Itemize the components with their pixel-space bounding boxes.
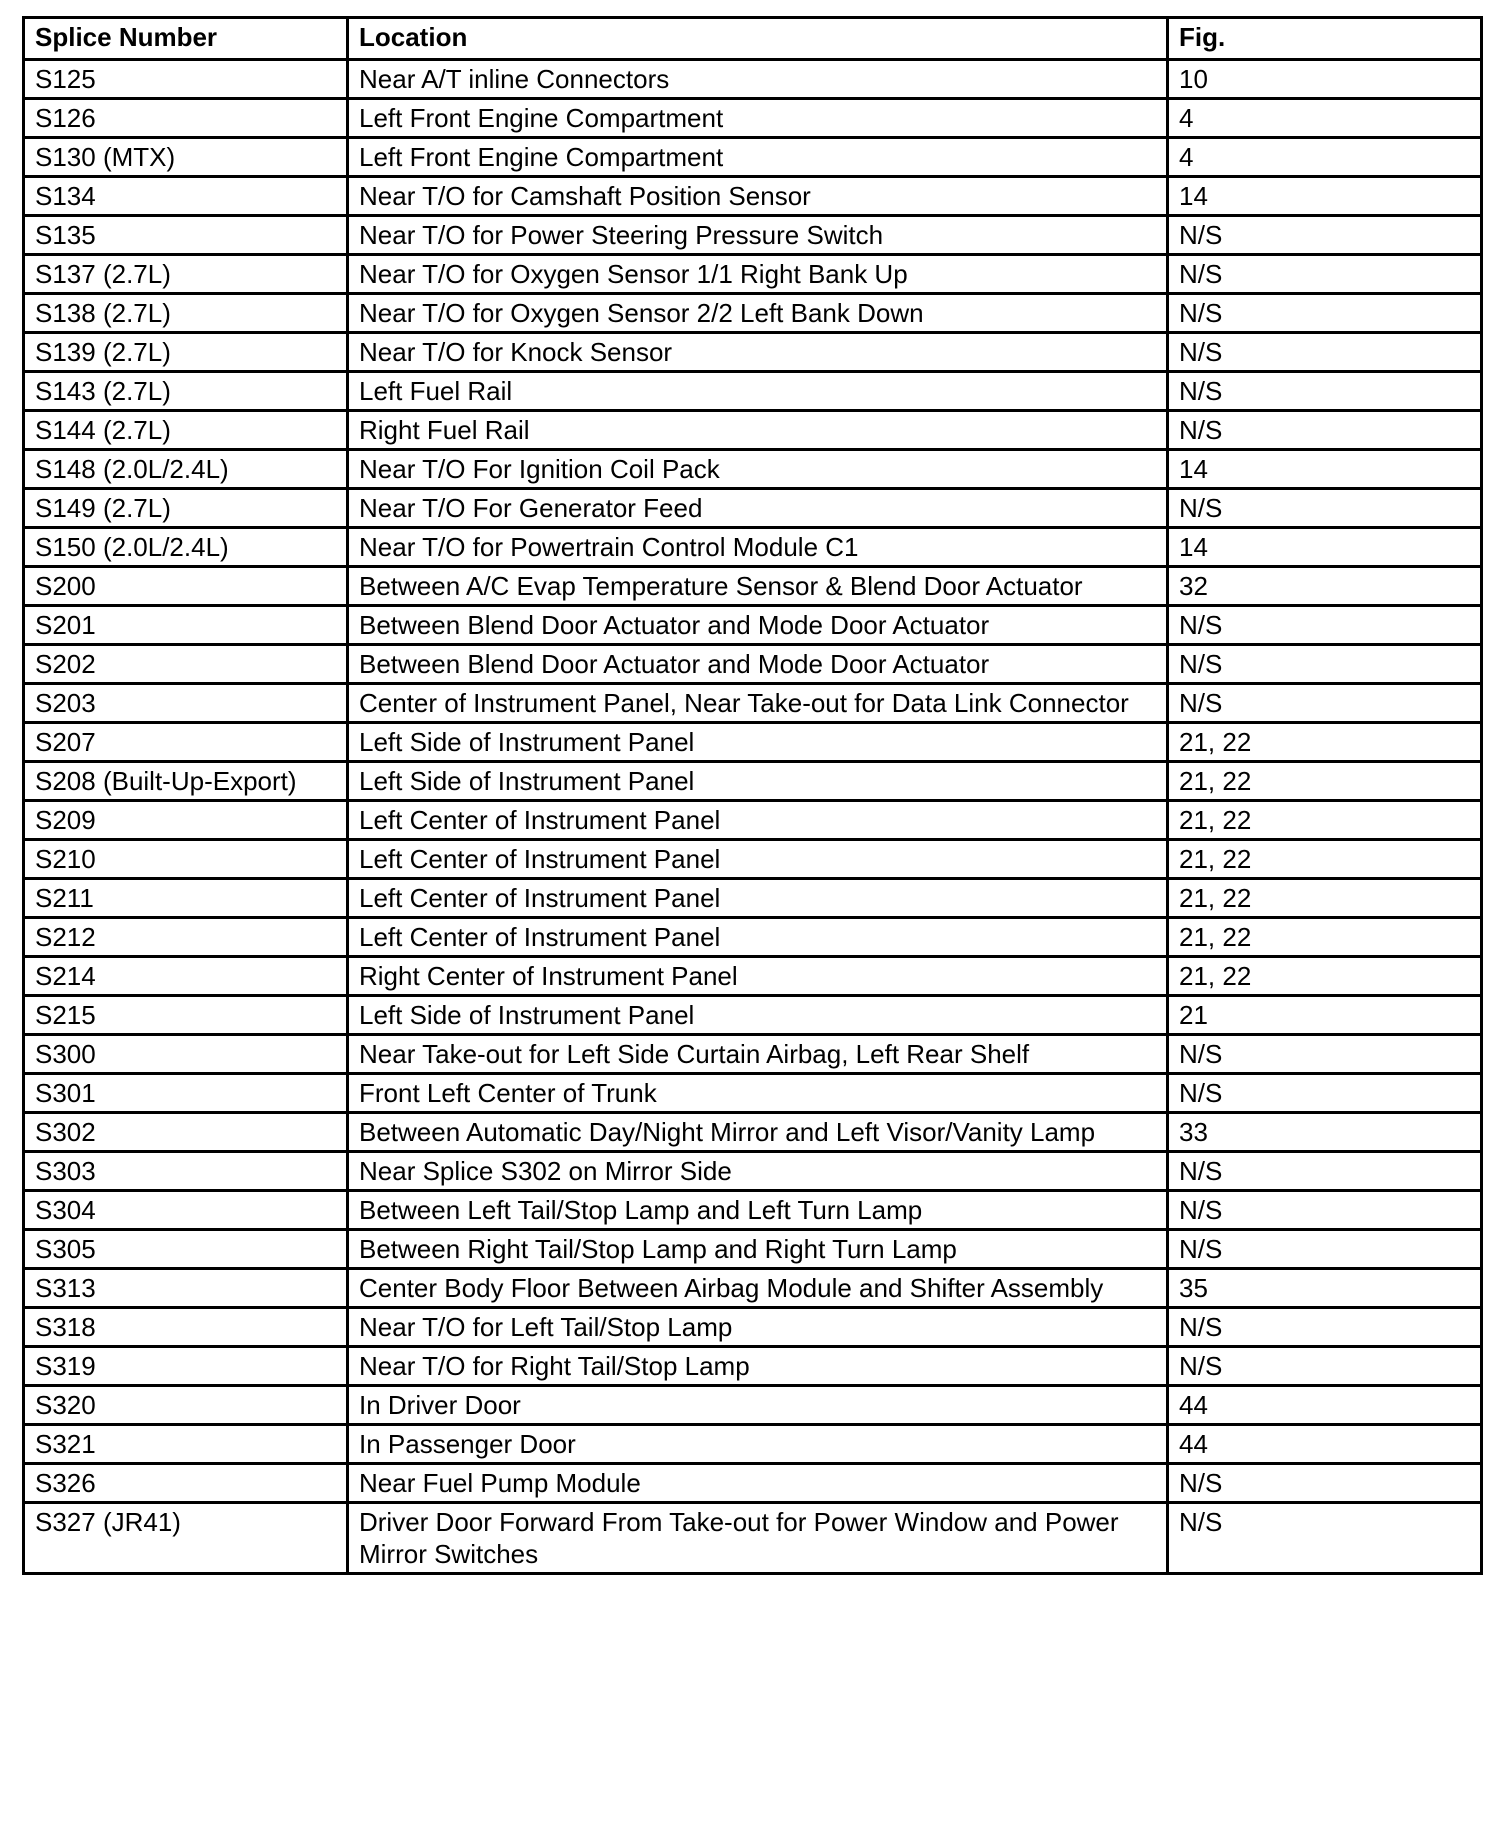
cell-fig: 14 [1168,450,1482,489]
cell-location: Between Blend Door Actuator and Mode Door Actuator [348,645,1168,684]
cell-fig: N/S [1168,1308,1482,1347]
cell-location: In Passenger Door [348,1425,1168,1464]
cell-splice-number: S125 [24,60,348,99]
cell-splice-number: S137 (2.7L) [24,255,348,294]
cell-splice-number: S202 [24,645,348,684]
cell-fig: N/S [1168,1464,1482,1503]
cell-location: Near T/O for Power Steering Pressure Switch [348,216,1168,255]
cell-fig: N/S [1168,1191,1482,1230]
cell-splice-number: S302 [24,1113,348,1152]
cell-location: Left Front Engine Compartment [348,99,1168,138]
table-row [24,411,1482,450]
cell-location: Center Body Floor Between Airbag Module and Shifter Assembly [348,1269,1168,1308]
cell-splice-number: S301 [24,1074,348,1113]
cell-location: Left Center of Instrument Panel [348,879,1168,918]
cell-splice-number: S139 (2.7L) [24,333,348,372]
cell-splice-number: S211 [24,879,348,918]
cell-location: Between Right Tail/Stop Lamp and Right Turn Lamp [348,1230,1168,1269]
cell-location: Between Blend Door Actuator and Mode Door Actuator [348,606,1168,645]
cell-splice-number: S320 [24,1386,348,1425]
cell-fig: 35 [1168,1269,1482,1308]
cell-location: Near T/O for Oxygen Sensor 1/1 Right Bank Up [348,255,1168,294]
cell-splice-number: S215 [24,996,348,1035]
cell-fig: N/S [1168,1035,1482,1074]
cell-fig: N/S [1168,606,1482,645]
cell-location: Left Center of Instrument Panel [348,918,1168,957]
cell-fig: N/S [1168,645,1482,684]
cell-fig: N/S [1168,216,1482,255]
cell-location: Near T/O for Camshaft Position Sensor [348,177,1168,216]
cell-splice-number: S138 (2.7L) [24,294,348,333]
cell-fig: N/S [1168,1347,1482,1386]
table-row [24,840,1482,879]
table-row [24,996,1482,1035]
table-row [24,762,1482,801]
cell-location: Between A/C Evap Temperature Sensor & Blend Door Actuator [348,567,1168,606]
cell-splice-number: S207 [24,723,348,762]
cell-location: Right Fuel Rail [348,411,1168,450]
cell-fig: 10 [1168,60,1482,99]
cell-splice-number: S304 [24,1191,348,1230]
cell-fig: N/S [1168,1074,1482,1113]
cell-location: Near T/O for Knock Sensor [348,333,1168,372]
cell-fig: 21, 22 [1168,957,1482,996]
table-row [24,684,1482,723]
cell-splice-number: S201 [24,606,348,645]
cell-fig: 44 [1168,1386,1482,1425]
cell-location: Center of Instrument Panel, Near Take-out for Data Link Connector [348,684,1168,723]
cell-splice-number: S144 (2.7L) [24,411,348,450]
table-row [24,801,1482,840]
table-row [24,255,1482,294]
cell-fig: N/S [1168,1152,1482,1191]
cell-fig: 21, 22 [1168,762,1482,801]
cell-splice-number: S212 [24,918,348,957]
cell-splice-number: S300 [24,1035,348,1074]
cell-fig: 21, 22 [1168,723,1482,762]
cell-fig: N/S [1168,294,1482,333]
cell-location: Between Automatic Day/Night Mirror and Left Visor/Vanity Lamp [348,1113,1168,1152]
cell-splice-number: S303 [24,1152,348,1191]
cell-location: Left Side of Instrument Panel [348,996,1168,1035]
splice-location-table [22,16,1483,1575]
cell-fig: 21, 22 [1168,918,1482,957]
cell-location: Left Fuel Rail [348,372,1168,411]
cell-fig: 33 [1168,1113,1482,1152]
cell-splice-number: S135 [24,216,348,255]
cell-splice-number: S327 (JR41) [24,1503,348,1574]
table-row [24,450,1482,489]
cell-location: Near T/O for Right Tail/Stop Lamp [348,1347,1168,1386]
table-row [24,606,1482,645]
cell-splice-number: S326 [24,1464,348,1503]
cell-location: Near T/O For Ignition Coil Pack [348,450,1168,489]
table-row [24,1464,1482,1503]
table-row [24,138,1482,177]
table-body [24,60,1482,1574]
cell-splice-number: S208 (Built-Up-Export) [24,762,348,801]
cell-fig: 44 [1168,1425,1482,1464]
table-row [24,333,1482,372]
cell-splice-number: S149 (2.7L) [24,489,348,528]
cell-splice-number: S130 (MTX) [24,138,348,177]
table-row [24,294,1482,333]
cell-splice-number: S313 [24,1269,348,1308]
cell-fig: 32 [1168,567,1482,606]
table-row [24,60,1482,99]
cell-fig: N/S [1168,333,1482,372]
cell-fig: 21, 22 [1168,840,1482,879]
cell-splice-number: S305 [24,1230,348,1269]
cell-fig: 21, 22 [1168,801,1482,840]
cell-location: Left Side of Instrument Panel [348,762,1168,801]
table-row [24,489,1482,528]
cell-fig: N/S [1168,255,1482,294]
cell-fig: 21 [1168,996,1482,1035]
cell-location: Between Left Tail/Stop Lamp and Left Turn Lamp [348,1191,1168,1230]
table-row [24,372,1482,411]
cell-splice-number: S143 (2.7L) [24,372,348,411]
cell-fig: N/S [1168,1230,1482,1269]
table-row [24,1191,1482,1230]
cell-location: Near T/O for Powertrain Control Module C1 [348,528,1168,567]
cell-fig: N/S [1168,372,1482,411]
cell-fig: N/S [1168,489,1482,528]
cell-location: Near Fuel Pump Module [348,1464,1168,1503]
cell-splice-number: S319 [24,1347,348,1386]
cell-location: Near Take-out for Left Side Curtain Airbag, Left Rear Shelf [348,1035,1168,1074]
header-location: Location [348,18,1168,60]
cell-location: Driver Door Forward From Take-out for Power Window and Power Mirror Switches [348,1503,1168,1574]
cell-splice-number: S210 [24,840,348,879]
cell-splice-number: S148 (2.0L/2.4L) [24,450,348,489]
table-row [24,1230,1482,1269]
cell-splice-number: S209 [24,801,348,840]
cell-location: Near Splice S302 on Mirror Side [348,1152,1168,1191]
cell-splice-number: S214 [24,957,348,996]
cell-fig: 14 [1168,177,1482,216]
table-row [24,528,1482,567]
cell-splice-number: S321 [24,1425,348,1464]
table-row [24,1425,1482,1464]
cell-location: Left Side of Instrument Panel [348,723,1168,762]
table-row [24,1074,1482,1113]
table-row [24,1503,1482,1574]
cell-splice-number: S203 [24,684,348,723]
cell-fig: 4 [1168,138,1482,177]
table-row [24,1035,1482,1074]
table-row [24,177,1482,216]
table-row [24,957,1482,996]
table-row [24,1113,1482,1152]
table-row [24,99,1482,138]
cell-fig: 14 [1168,528,1482,567]
table-row [24,723,1482,762]
cell-location: Left Front Engine Compartment [348,138,1168,177]
table-row [24,1308,1482,1347]
cell-location: Near T/O For Generator Feed [348,489,1168,528]
table-row [24,1347,1482,1386]
cell-fig: N/S [1168,411,1482,450]
cell-location: Right Center of Instrument Panel [348,957,1168,996]
cell-location: Left Center of Instrument Panel [348,801,1168,840]
header-splice-number: Splice Number [24,18,348,60]
table-row [24,1269,1482,1308]
table-row [24,879,1482,918]
table-row [24,918,1482,957]
cell-splice-number: S126 [24,99,348,138]
cell-splice-number: S200 [24,567,348,606]
cell-location: In Driver Door [348,1386,1168,1425]
table-row [24,1386,1482,1425]
cell-fig: N/S [1168,684,1482,723]
cell-location: Near A/T inline Connectors [348,60,1168,99]
table-row [24,645,1482,684]
cell-fig: 21, 22 [1168,879,1482,918]
cell-location: Near T/O for Left Tail/Stop Lamp [348,1308,1168,1347]
header-fig: Fig. [1168,18,1482,60]
table-row [24,216,1482,255]
cell-location: Near T/O for Oxygen Sensor 2/2 Left Bank Down [348,294,1168,333]
cell-splice-number: S318 [24,1308,348,1347]
table-row [24,567,1482,606]
cell-splice-number: S150 (2.0L/2.4L) [24,528,348,567]
cell-splice-number: S134 [24,177,348,216]
table-row [24,1152,1482,1191]
cell-fig: 4 [1168,99,1482,138]
cell-location: Front Left Center of Trunk [348,1074,1168,1113]
cell-fig: N/S [1168,1503,1482,1574]
table-header-row [24,18,1482,60]
cell-location: Left Center of Instrument Panel [348,840,1168,879]
